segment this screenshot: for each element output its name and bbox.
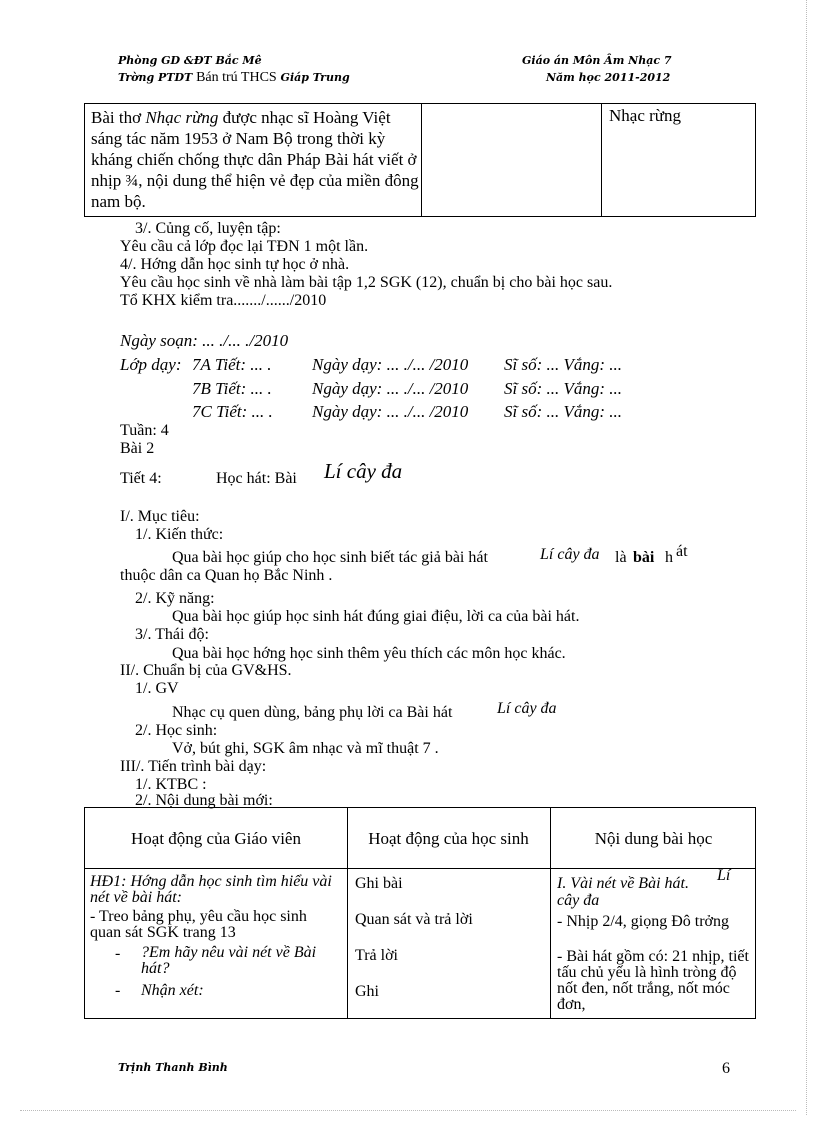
- check-old-lesson: 1/. KTBC :: [135, 776, 207, 793]
- student-prep-text: Vở, bút ghi, SGK âm nhạc và mĩ thuật 7 .: [172, 740, 439, 757]
- skills-text: Qua bài học giúp học sinh hát đúng giai điệu, lời ca của bài hát.: [172, 608, 580, 625]
- student-activity-3: Trả lời: [355, 947, 398, 964]
- attitude-heading: 3/. Thái độ:: [135, 626, 209, 643]
- consolidation-heading: 3/. Củng cố, luyện tập:: [135, 220, 281, 237]
- class-7c-date: Ngày dạy: ... ./... /2010: [312, 402, 469, 421]
- class-7a: 7A Tiết: ... .: [192, 355, 272, 374]
- student-activity-2: Quan sát và trả lời: [355, 911, 473, 928]
- poem-description: [91, 107, 421, 212]
- teacher-comment-dash: -: [115, 982, 121, 999]
- knowledge-text-at: át: [676, 543, 688, 560]
- knowledge-text: Qua bài học giúp cho học sinh biết tác giả bài hát: [172, 549, 488, 566]
- preparation-heading: II/. Chuẩn bị của GV&HS.: [120, 662, 292, 679]
- header-subject: Giáo án Môn Âm Nhạc 7: [522, 54, 672, 67]
- teacher-activity-heading: HĐ1: Hớng dẫn học sinh tìm hiểu vài nét về bài hát:: [90, 873, 332, 906]
- header-student: Hoạt động của học sinh: [368, 829, 529, 848]
- header-school-line2: [118, 70, 350, 86]
- class-7b: 7B Tiết: ... .: [192, 379, 272, 398]
- skills-heading: 2/. Kỹ năng:: [135, 590, 215, 607]
- period: Tiết 4:: [120, 470, 162, 487]
- self-study-text: Yêu cầu học sinh về nhà làm bài tập 1,2 SGK (12), chuẩn bị cho bài học sau.: [120, 274, 613, 291]
- header-school-a: Trờng PTDT: [118, 71, 193, 84]
- self-study-heading: 4/. Hớng dẫn học sinh tự học ở nhà.: [120, 256, 350, 273]
- knowledge-text-la: là: [615, 549, 627, 566]
- teacher-question-dash: -: [115, 945, 121, 962]
- class-7c-count: Sĩ số: ... Vắng: ...: [504, 402, 623, 421]
- student-activity-1: Ghi bài: [355, 875, 403, 892]
- class-7b-date: Ngày dạy: ... ./... /2010: [312, 379, 469, 398]
- class-label: Lớp dạy:: [120, 355, 182, 374]
- content-heading: I. Vài nét về Bài hát.: [557, 875, 689, 892]
- content-point-1: - Nhịp 2/4, giọng Đô trởng: [557, 913, 730, 930]
- lesson-number: Bài 2: [120, 440, 155, 457]
- page-bottom-border: [20, 1110, 796, 1111]
- class-7a-date: Ngày dạy: ... ./... /2010: [312, 355, 469, 374]
- knowledge-heading: 1/. Kiến thức:: [135, 526, 224, 543]
- header-teacher: Hoạt động của Giáo viên: [131, 829, 301, 848]
- process-heading: III/. Tiến trình bài dạy:: [120, 758, 267, 775]
- new-content-heading: 2/. Nội dung bài mới:: [135, 792, 273, 809]
- top-table-col2: [422, 104, 602, 216]
- student-activity-4: Ghi: [355, 983, 379, 1000]
- objectives-heading: I/. Mục tiêu:: [120, 508, 200, 525]
- content-song-b: cây đa: [557, 892, 600, 909]
- teacher-prep-text: Nhạc cụ quen dùng, bảng phụ lời ca Bài hát: [172, 704, 453, 721]
- teacher-prep-song: Lí cây đa: [497, 700, 557, 717]
- lesson-song-title: Lí cây đa: [324, 459, 403, 483]
- attitude-text: Qua bài học hớng học sinh thêm yêu thích các môn học khác.: [172, 645, 566, 662]
- prep-date: Ngày soạn: ... ./... ./2010: [120, 331, 289, 350]
- page-number: 6: [722, 1060, 730, 1077]
- inspection-line: Tổ KHX kiểm tra......./....../2010: [120, 292, 327, 309]
- header-year: Năm học 2011-2012: [546, 71, 671, 84]
- top-table: [84, 103, 756, 217]
- header-school-c: Giáp Trung: [280, 71, 350, 84]
- knowledge-text-bai: bài: [633, 549, 655, 566]
- content-song-a: Lí: [717, 867, 731, 884]
- teacher-prep-heading: 1/. GV: [135, 680, 179, 697]
- top-table-song: Nhạc rừng: [609, 106, 681, 125]
- knowledge-text-h: h: [665, 549, 673, 566]
- poem-prefix: Bài thơ: [91, 108, 146, 127]
- student-prep-heading: 2/. Học sinh:: [135, 722, 218, 739]
- page-right-border: [806, 0, 807, 1115]
- poem-rest: được nhạc sĩ Hoàng Việt sáng tác năm 1953 ở Nam Bộ trong thời kỳ kháng chiến chống thực dân Pháp Bài hát viết ở nhịp ¾, nội dung thể hiện vẻ đẹp của miền đông nam bộ.: [91, 108, 419, 211]
- content-point-2: - Bài hát gồm có: 21 nhịp, tiết tấu chủ yếu là hình tròng độ nốt đen, nốt trắng, nốt móc đơn,: [557, 949, 749, 1013]
- footer-author: Trịnh Thanh Bình: [118, 1061, 228, 1074]
- header-school-b: Bán trú THCS: [196, 70, 277, 85]
- class-7a-count: Sĩ số: ... Vắng: ...: [504, 355, 623, 374]
- knowledge-song: Lí cây đa: [540, 546, 600, 563]
- teacher-question: ?Em hãy nêu vài nét về Bài hát?: [141, 944, 317, 977]
- lesson-title-prefix: Học hát: Bài: [216, 470, 297, 487]
- header-school: Phòng GD &ĐT Bắc Mê: [118, 54, 262, 67]
- class-7c: 7C Tiết: ... .: [192, 402, 273, 421]
- lesson-table: [84, 807, 756, 1019]
- poem-title: Nhạc rừng: [145, 108, 219, 127]
- consolidation-text: Yêu cầu cả lớp đọc lại TĐN 1 một lần.: [120, 238, 369, 255]
- teacher-activity-1: - Treo bảng phụ, yêu cầu học sinh quan sát SGK trang 13: [90, 908, 307, 941]
- knowledge-text-2: thuộc dân ca Quan họ Bắc Ninh .: [120, 567, 333, 584]
- table-header-divider: [85, 868, 755, 869]
- header-content: Nội dung bài học: [594, 829, 713, 848]
- week: Tuần: 4: [120, 422, 169, 439]
- teacher-comment: Nhận xét:: [141, 982, 204, 999]
- class-7b-count: Sĩ số: ... Vắng: ...: [504, 379, 623, 398]
